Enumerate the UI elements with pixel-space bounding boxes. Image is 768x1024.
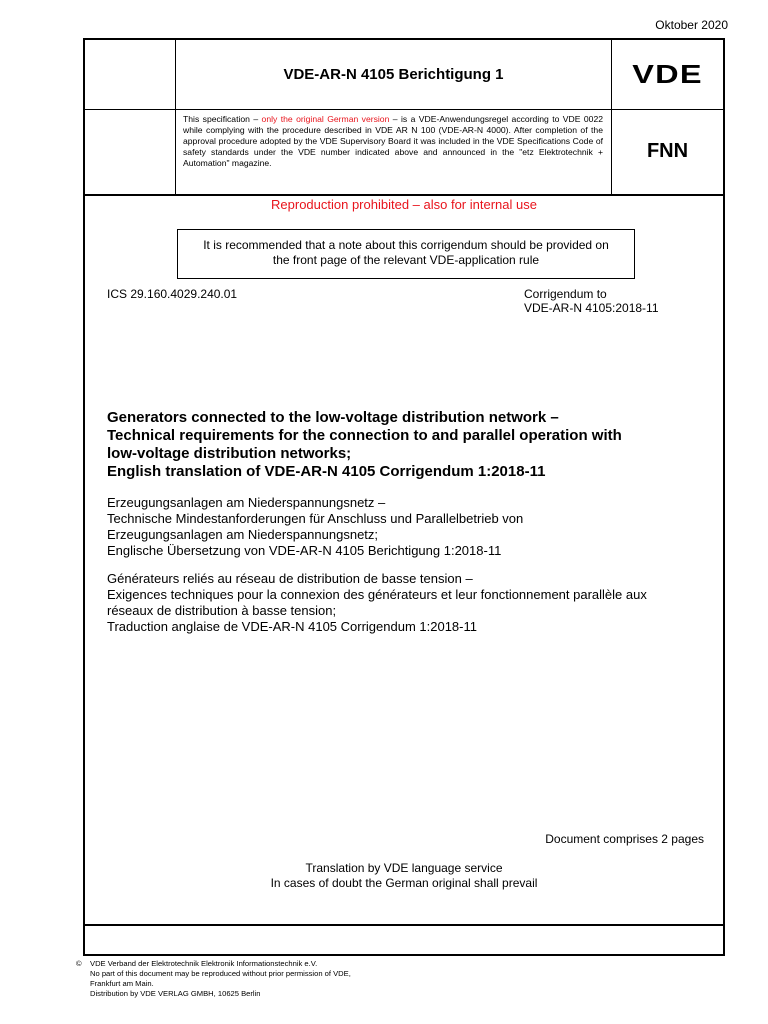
spec-text-start: This specification –	[183, 114, 262, 124]
corrigendum-line-1: Corrigendum to	[524, 287, 607, 301]
document-id: VDE-AR-N 4105 Berichtigung 1	[283, 66, 504, 83]
vde-logo: VDE	[632, 59, 703, 89]
title-german	[107, 495, 717, 559]
translation-line-1: Translation by VDE language service	[305, 861, 503, 875]
corrigendum-reference	[524, 287, 659, 315]
title-en-line: English translation of VDE-AR-N 4105 Corrigendum 1:2018-11	[107, 463, 546, 480]
cover-frame	[83, 38, 725, 956]
fnn-label: FNN	[646, 140, 689, 162]
footer-line-1: VDE Verband der Elektrotechnik Elektronik Informationstechnik e.V.	[90, 959, 318, 968]
note-line-1: It is recommended that a note about this corrigendum should be provided on	[203, 238, 609, 252]
title-french	[107, 571, 717, 635]
spec-text-end: – is a VDE-Anwendungsregel according to VDE 0022 while complying with the procedure described in VDE AR N 100 (VDE-AR-N 4000). After completion of the approval procedure adopted by the VDE Supervisory Board it was included in the VDE Specifications Code of safety standards under the VDE number indicated above and announced in the "etz Elektrotechnik + Automation" magazine.	[183, 114, 603, 168]
publication-date: Oktober 2020	[655, 18, 728, 32]
title-en-line: Generators connected to the low-voltage distribution network –	[107, 409, 559, 426]
footer-line-2: No part of this document may be reproduced without prior permission of VDE,	[90, 969, 351, 978]
copyright-symbol: ©	[76, 959, 82, 968]
note-line-2: the front page of the relevant VDE-application rule	[272, 253, 540, 267]
title-english	[107, 409, 717, 481]
title-fr-line: Exigences techniques pour la connexion des générateurs et leur fonctionnement parallèle aux	[107, 587, 647, 602]
reproduction-notice: Reproduction prohibited – also for internal use	[271, 197, 537, 212]
title-en-line: Technical requirements for the connection to and parallel operation with	[107, 427, 622, 444]
title-de-line: Erzeugungsanlagen am Niederspannungsnetz;	[107, 527, 379, 542]
translation-notice	[85, 861, 723, 891]
footer-line-3: Frankfurt am Main.	[90, 979, 154, 988]
title-de-line: Erzeugungsanlagen am Niederspannungsnetz –	[107, 495, 386, 510]
corrigendum-note-box	[177, 229, 635, 279]
translation-line-2: In cases of doubt the German original shall prevail	[270, 876, 538, 890]
corrigendum-line-2: VDE-AR-N 4105:2018-11	[524, 301, 659, 315]
specification-statement	[183, 114, 603, 169]
title-en-line: low-voltage distribution networks;	[107, 445, 352, 462]
bottom-divider	[85, 924, 723, 926]
ics-code: ICS 29.160.4029.240.01	[107, 287, 238, 301]
footer-line-4: Distribution by VDE VERLAG GMBH, 10625 Berlin	[90, 989, 261, 998]
title-fr-line: Traduction anglaise de VDE-AR-N 4105 Corrigendum 1:2018-11	[107, 619, 477, 634]
footer	[76, 959, 351, 999]
page-count: Document comprises 2 pages	[545, 832, 704, 846]
title-de-line: Technische Mindestanforderungen für Anschluss und Parallelbetrieb von	[107, 511, 524, 526]
title-de-line: Englische Übersetzung von VDE-AR-N 4105 Berichtigung 1:2018-11	[107, 543, 502, 558]
title-fr-line: réseaux de distribution à basse tension;	[107, 603, 337, 618]
spec-text-highlight: only the original German version	[261, 114, 390, 124]
title-fr-line: Générateurs reliés au réseau de distribution de basse tension –	[107, 571, 473, 586]
